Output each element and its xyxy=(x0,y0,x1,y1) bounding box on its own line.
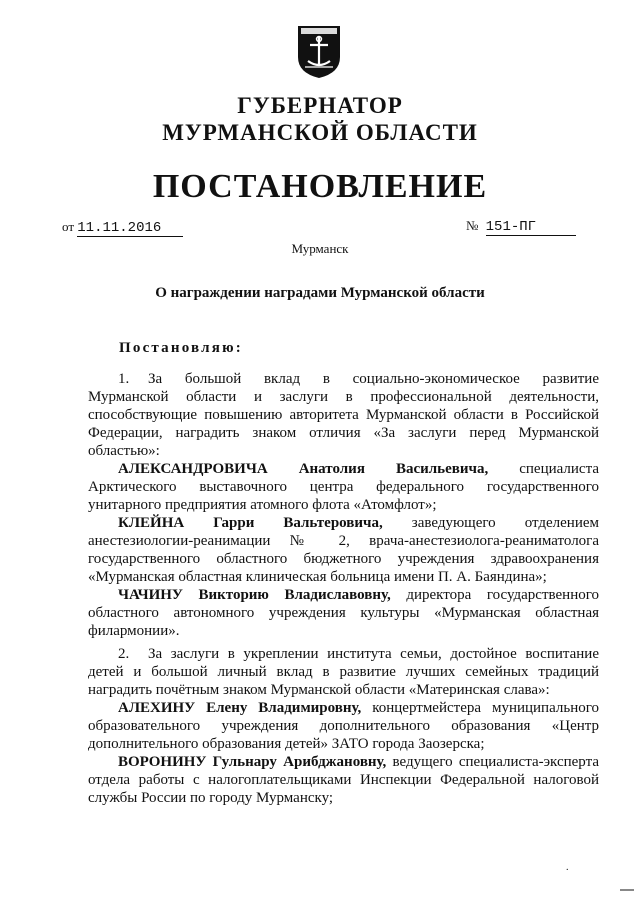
city: Мурманск xyxy=(291,241,349,256)
awardee-surname: АЛЕКСАНДРОВИЧА xyxy=(118,461,268,477)
paragraph-line: Федерации, наградить знаком отличия «За заслуги перед Мурманской xyxy=(88,425,599,441)
paragraph-line: областного автономного учреждения культуры «Мурманская областная xyxy=(88,605,599,621)
document-title: ПОСТАНОВЛЕНИЕ xyxy=(152,168,488,205)
section-number: 2. xyxy=(118,646,130,662)
paragraph-line: анестезиологии-реанимации № 2, врача-анестезиолога-реаниматолога xyxy=(88,533,599,549)
paragraph-line: унитарного предприятия атомного флота «Атомфлот»; xyxy=(88,497,437,513)
coat-of-arms-icon xyxy=(296,23,342,79)
awardee-given-name: Анатолия Васильевича, xyxy=(298,461,489,477)
awardee-line: КЛЕЙНА Гарри Вальтеровича, заведующего отделением xyxy=(118,515,599,531)
paragraph-line: филармонии». xyxy=(88,623,180,639)
date-prefix: от xyxy=(62,219,75,234)
scan-artifact-dot: . xyxy=(566,862,569,873)
paragraph-line: наградить почётным знаком Мурманской области «Материнская слава»: xyxy=(88,682,550,698)
document-number xyxy=(466,217,576,236)
awardee-line: АЛЕХИНУ Елену Владимировну, концертмейстера муниципального xyxy=(118,700,599,716)
section-1 xyxy=(88,370,599,640)
awardee-line: АЛЕКСАНДРОВИЧА Анатолия Васильевича, специалиста xyxy=(118,461,599,477)
paragraph-line: отдела работы с налогоплательщиками Инспекции Федеральной налоговой xyxy=(88,772,599,788)
awardee-given-name: Елену Владимировну, xyxy=(206,700,362,716)
document-subject: О награждении наградами Мурманской области xyxy=(155,285,485,301)
paragraph-line: дополнительного образования детей» ЗАТО города Заозерска; xyxy=(88,736,485,752)
governor-title-line2: МУРМАНСКОЙ ОБЛАСТИ xyxy=(162,120,478,145)
paragraph-line: «Мурманская областная клиническая больница имени П. А. Баяндина»; xyxy=(88,569,547,585)
section-2 xyxy=(88,645,599,807)
awardee-given-name: Гульнару Арибджановну, xyxy=(212,754,387,770)
paragraph-line: Мурманской области и заслуги в профессиональной деятельности, xyxy=(88,389,599,405)
date-value: 11.11.2016 xyxy=(77,220,183,237)
paragraph-line: 2. За заслуги в укреплении института семьи, достойное воспитание xyxy=(118,646,599,662)
awardee-surname: ВОРОНИНУ xyxy=(118,754,207,770)
governor-title-line1: ГУБЕРНАТОР xyxy=(237,93,403,118)
section-number: 1. xyxy=(118,371,130,387)
paragraph-line: детей и большой личный вклад в развитие лучших семейных традиций xyxy=(88,664,599,680)
awardee-surname: АЛЕХИНУ xyxy=(118,700,196,716)
awardee-surname: КЛЕЙНА xyxy=(118,515,185,531)
paragraph-line: службы России по городу Мурманску; xyxy=(88,790,334,806)
awardee-given-name: Викторию Владиславовну, xyxy=(198,587,391,603)
number-value: 151-ПГ xyxy=(486,219,576,236)
number-prefix: № xyxy=(466,218,479,233)
paragraph-line: Арктического выставочного центра федерального государственного xyxy=(88,479,599,495)
page-corner-mark xyxy=(620,889,634,891)
paragraph-line: областью»: xyxy=(88,443,160,459)
awardee-line: ЧАЧИНУ Викторию Владиславовну, директора государственного xyxy=(118,587,599,603)
decree-word: Постановляю: xyxy=(119,340,243,356)
paragraph-line: 1. За большой вклад в социально-экономическое развитие xyxy=(118,371,599,387)
paragraph-line: способствующие повышению авторитета Мурманской области в Российской xyxy=(88,407,599,423)
awardee-surname: ЧАЧИНУ xyxy=(118,587,183,603)
awardee-given-name: Гарри Вальтеровича, xyxy=(213,515,383,531)
paragraph-line: государственного областного бюджетного учреждения здравоохранения xyxy=(88,551,599,567)
document-date xyxy=(62,218,183,237)
awardee-line: ВОРОНИНУ Гульнару Арибджановну, ведущего специалиста-эксперта xyxy=(118,754,599,770)
paragraph-line: образовательного учреждения дополнительного образования «Центр xyxy=(88,718,599,734)
